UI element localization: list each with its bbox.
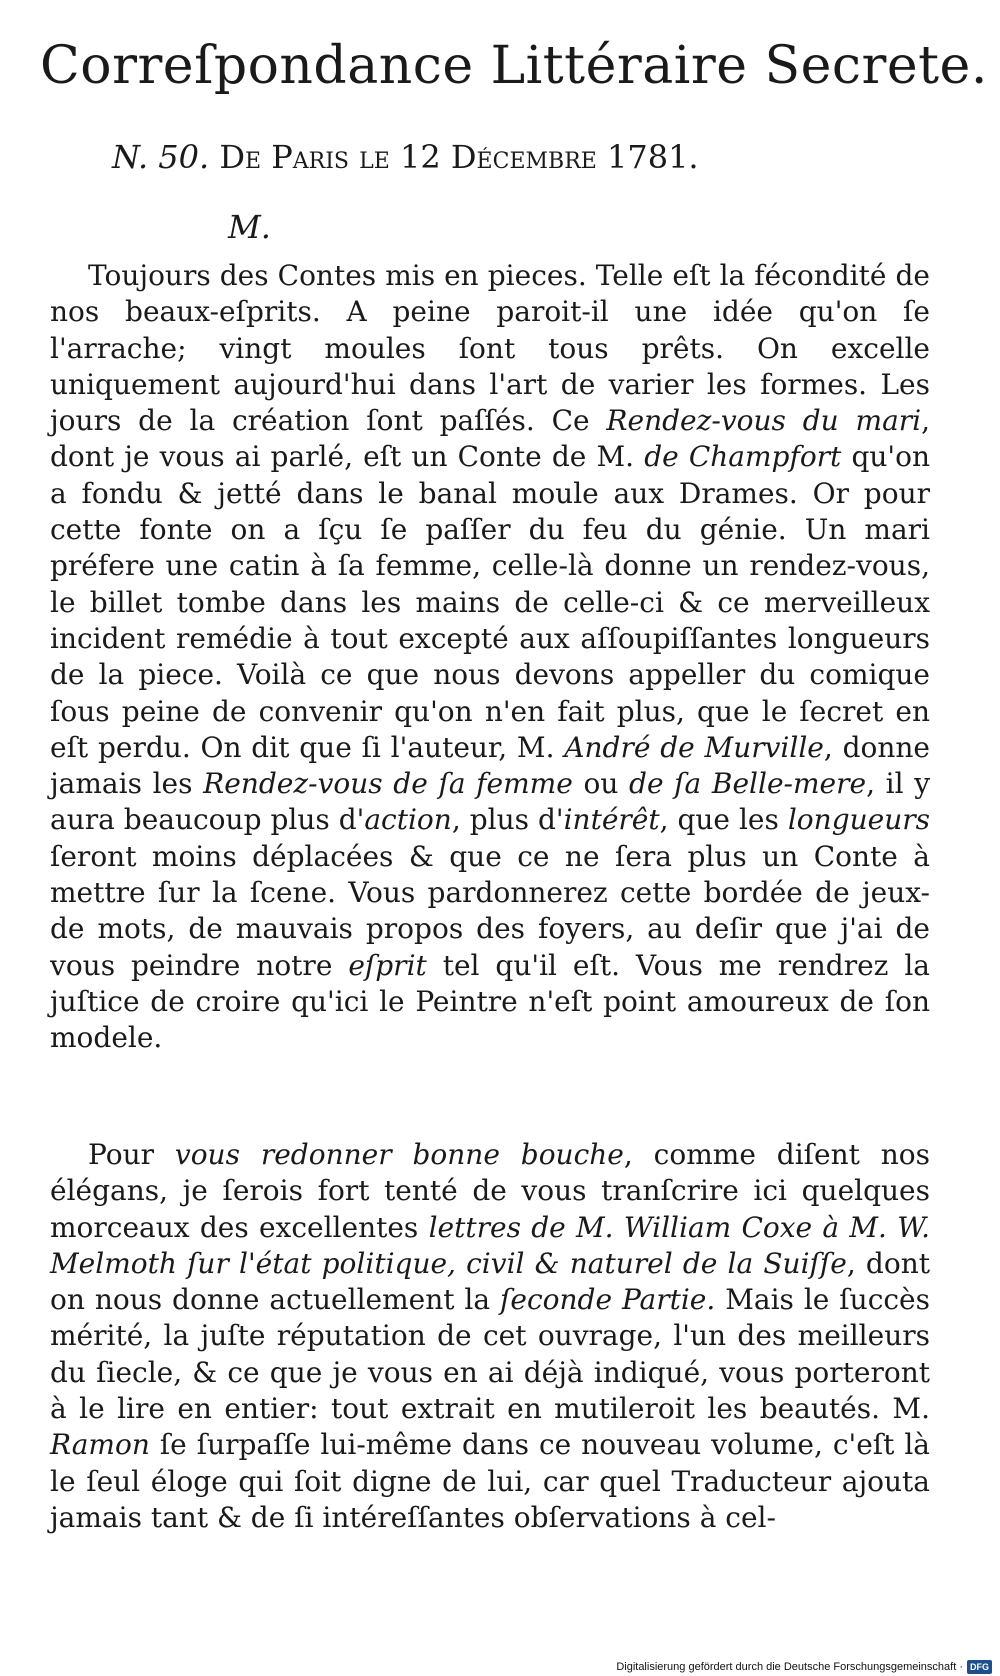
digitization-footer xyxy=(616,1660,992,1674)
paragraph-1 xyxy=(50,258,930,1057)
dateline xyxy=(112,138,699,176)
page-title: Correſpondance Littéraire Secrete. xyxy=(40,36,988,96)
issue-number: N. 50. xyxy=(112,138,210,176)
footer-text: Digitalisierung gefördert durch die Deutsche Forschungsgemeinschaft · xyxy=(616,1661,963,1673)
dfg-logo: DFG xyxy=(967,1660,992,1674)
date-text: De Paris le 12 Décembre 1781. xyxy=(219,138,699,176)
paragraph-1-text: Toujours des Contes mis en pieces. Telle eſt la fécondité de nos beaux-eſprits. A peine paroit-il une idée qu'on ſe l'arrache; vingt moules ſont tous prêts. On excelle uniquement aujourd'hui dans l'art de varier les formes. Les jours de la création ſont paſſés. Ce Rendez-vous du mari, dont je vous ai parlé, eſt un Conte de M. de Champfort qu'on a fondu & jetté dans le banal moule aux Drames. Or pour cette fonte on a ſçu ſe paſſer du feu du génie. Un mari préfere une catin à ſa femme, celle-là donne un rendez-vous, le billet tombe dans les mains de celle-ci & ce merveilleux incident remédie à tout excepté aux aſſoupiſſantes longueurs de la piece. Voilà ce que nous devons appeller du comique ſous peine de convenir qu'on n'en fait plus, que le ſecret en eſt perdu. On dit que ſi l'auteur, M. André de Murville, donne jamais les Rendez-vous de ſa femme ou de ſa Belle-mere, il y aura beaucoup plus d'action, plus d'intérêt, que les longueurs ſeront moins déplacées & que ce ne ſera plus un Conte à mettre ſur la ſcene. Vous pardonnerez cette bordée de jeux-de mots, de mauvais propos des foyers, au deſir que j'ai de vous peindre notre eſprit tel qu'il eſt. Vous me rendrez la juſtice de croire qu'ici le Peintre n'eſt point amoureux de ſon modele. xyxy=(50,259,931,1055)
salutation: M. xyxy=(228,208,271,246)
paragraph-2 xyxy=(50,1137,930,1536)
paragraph-2-text: Pour vous redonner bonne bouche, comme diſent nos élégans, je ſerois fort tenté de vous tranſcrire ici quelques morceaux des excellentes lettres de M. William Coxe à M. W. Melmoth ſur l'état politique, civil & naturel de la Suiſſe, dont on nous donne actuellement la ſeconde Partie. Mais le ſuccès mérité, la juſte réputation de cet ouvrage, l'un des meilleurs du ſiecle, & ce que je vous en ai déjà indiqué, vous porteront à le lire en entier: tout extrait en mutileroit les beautés. M. Ramon ſe ſurpaſſe lui-même dans ce nouveau volume, c'eſt là le ſeul éloge qui ſoit digne de lui, car quel Traducteur ajouta jamais tant & de ſi intéreſſantes obſervations à cel- xyxy=(50,1138,931,1534)
